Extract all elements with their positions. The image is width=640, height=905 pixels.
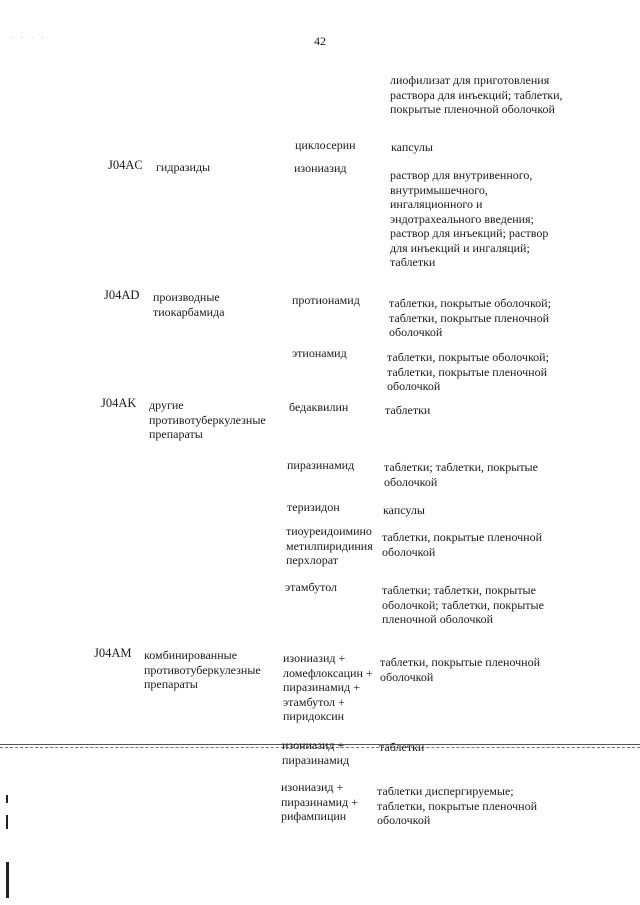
dosage-form: таблетки: [379, 740, 425, 754]
page-number: 42: [314, 34, 326, 48]
drug-name: протионамид: [292, 293, 360, 307]
atc-group: другие противотуберкулезные препараты: [149, 398, 266, 441]
drug-name: циклосерин: [295, 138, 356, 152]
dosage-form: лиофилизат для приготовления раствора для инъекций; таблетки, покрытые пленочной оболочкой: [390, 73, 563, 116]
drug-name: изониазид + пиразинамид + рифампицин: [281, 780, 358, 823]
dosage-form: таблетки, покрытые пленочной оболочкой: [380, 655, 541, 684]
dosage-form: таблетки, покрытые пленочной оболочкой: [382, 530, 543, 559]
atc-group: комбинированные противотуберкулезные препараты: [144, 648, 261, 691]
atc-group: производные тиокарбамида: [153, 290, 225, 319]
dosage-form: таблетки; таблетки, покрытые оболочкой: [384, 460, 538, 489]
dosage-form: таблетки; таблетки, покрытые оболочкой; таблетки, покрытые пленочной оболочкой: [382, 583, 544, 626]
atc-group: гидразиды: [156, 160, 211, 174]
dosage-form: раствор для внутривенного, внутримышечного, ингаляционного и эндотрахеального введения; раствор для инъекций; раствор для инъекций и ингаляций; таблетки: [390, 168, 549, 269]
drug-name: теризидон: [287, 500, 340, 514]
atc-code: J04AD: [104, 288, 140, 302]
drug-name: бедаквилин: [289, 400, 349, 414]
drug-name: этамбутол: [285, 580, 338, 594]
atc-code: J04AK: [101, 396, 137, 410]
drug-name: пиразинамид: [287, 458, 355, 472]
dosage-form: капсулы: [391, 140, 433, 154]
drug-name: изониазид: [294, 161, 347, 175]
drug-name: изониазид + ломефлоксацин + пиразинамид + этамбутол + пиридоксин: [283, 651, 373, 723]
dosage-form: таблетки: [385, 403, 431, 417]
atc-code: J04AC: [108, 158, 143, 172]
dosage-form: таблетки, покрытые оболочкой; таблетки, покрытые пленочной оболочкой: [387, 350, 549, 393]
scan-edge-mark: [6, 795, 8, 803]
scan-edge-mark: [6, 862, 9, 898]
dosage-form: таблетки, покрытые оболочкой; таблетки, покрытые пленочной оболочкой: [389, 296, 551, 339]
drug-name: этионамид: [292, 346, 347, 360]
dosage-form: капсулы: [383, 503, 425, 517]
drug-name: тиоуреидоиминометилпиридиния перхлорат: [286, 524, 373, 567]
scan-edge-mark: [6, 815, 8, 829]
scan-artifact: . . . .: [10, 30, 47, 40]
drug-name: изониазид + пиразинамид: [282, 738, 350, 767]
atc-code: J04AM: [94, 646, 132, 660]
dosage-form: таблетки диспергируемые; таблетки, покрытые пленочной оболочкой: [377, 784, 538, 827]
